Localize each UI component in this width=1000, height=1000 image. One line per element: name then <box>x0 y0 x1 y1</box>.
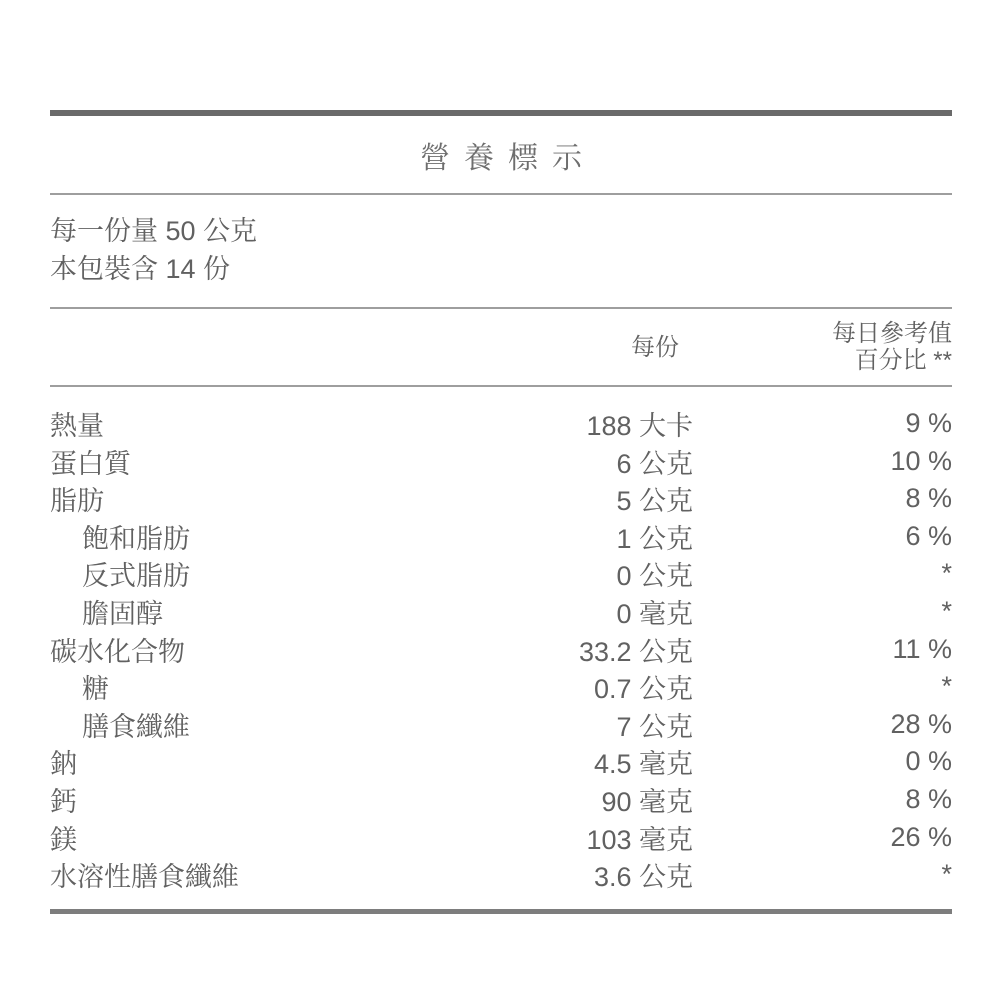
nutrient-name: 膳食纖維 <box>82 711 190 742</box>
nutrient-amount: 0 公克 <box>616 561 693 592</box>
nutrient-name: 膽固醇 <box>82 598 163 629</box>
bottom-divider-bar <box>50 909 952 914</box>
nutrient-name: 熱量 <box>50 411 104 441</box>
table-row <box>50 479 952 517</box>
column-header-daily-value <box>693 320 952 374</box>
daily-value-header-line2: 百分比 ** <box>854 347 952 374</box>
nutrient-name: 鈉 <box>50 749 77 780</box>
page-title: 營養標示 <box>420 141 596 175</box>
table-row <box>50 855 952 893</box>
nutrient-name: 水溶性膳食纖維 <box>50 862 239 893</box>
nutrient-amount: 103 毫克 <box>586 824 693 855</box>
nutrient-name: 反式脂肪 <box>82 561 190 592</box>
title-section <box>50 116 952 193</box>
nutrient-daily-value: 9 % <box>905 408 952 438</box>
daily-value-header-line1: 每日參考值 <box>832 320 952 347</box>
nutrient-amount: 3.6 公克 <box>593 862 693 893</box>
nutrient-daily-value: * <box>941 671 952 702</box>
nutrient-name: 鈣 <box>50 786 77 817</box>
serving-info <box>50 195 952 307</box>
nutrient-amount: 0 毫克 <box>616 598 693 629</box>
table-row <box>50 517 952 555</box>
nutrition-rows <box>50 387 952 909</box>
nutrient-name: 碳水化合物 <box>50 636 185 667</box>
table-row <box>50 554 952 592</box>
nutrient-daily-value: * <box>941 558 952 589</box>
nutrient-name: 鎂 <box>50 824 77 855</box>
nutrient-daily-value: 28 % <box>890 708 952 739</box>
table-row <box>50 442 952 480</box>
servings-per-package-text: 本包裝含 14 份 <box>50 254 231 284</box>
table-row <box>50 667 952 705</box>
nutrient-name: 飽和脂肪 <box>82 523 190 554</box>
table-row <box>50 404 952 442</box>
nutrient-daily-value: 10 % <box>890 445 952 476</box>
column-header-per-serving: 每份 <box>631 333 679 361</box>
nutrient-name: 脂肪 <box>50 486 104 517</box>
nutrient-daily-value: * <box>941 859 952 890</box>
table-header-row <box>50 309 952 385</box>
table-row <box>50 780 952 818</box>
nutrient-amount: 6 公克 <box>616 448 693 479</box>
nutrient-daily-value: 11 % <box>892 633 952 664</box>
nutrient-amount: 1 公克 <box>616 523 693 554</box>
nutrient-amount: 90 毫克 <box>601 786 693 817</box>
nutrient-name: 蛋白質 <box>50 448 131 479</box>
nutrient-amount: 0.7 公克 <box>593 674 693 705</box>
table-row <box>50 592 952 630</box>
nutrient-daily-value: 6 % <box>905 520 952 551</box>
nutrient-amount: 5 公克 <box>616 486 693 517</box>
nutrient-daily-value: 0 % <box>905 746 952 777</box>
nutrient-amount: 4.5 毫克 <box>593 749 693 780</box>
nutrient-amount: 7 公克 <box>616 711 693 742</box>
table-row <box>50 630 952 668</box>
table-row <box>50 742 952 780</box>
table-row <box>50 705 952 743</box>
nutrient-daily-value: 8 % <box>905 783 952 814</box>
nutrient-amount: 188 大卡 <box>586 411 693 441</box>
nutrient-name: 糖 <box>82 674 109 705</box>
table-row <box>50 818 952 856</box>
nutrient-daily-value: 26 % <box>890 821 952 852</box>
nutrient-amount: 33.2 公克 <box>578 636 693 667</box>
serving-size-text: 每一份量 50 公克 <box>50 216 258 246</box>
nutrient-daily-value: * <box>941 595 952 626</box>
nutrient-daily-value: 8 % <box>905 483 952 514</box>
